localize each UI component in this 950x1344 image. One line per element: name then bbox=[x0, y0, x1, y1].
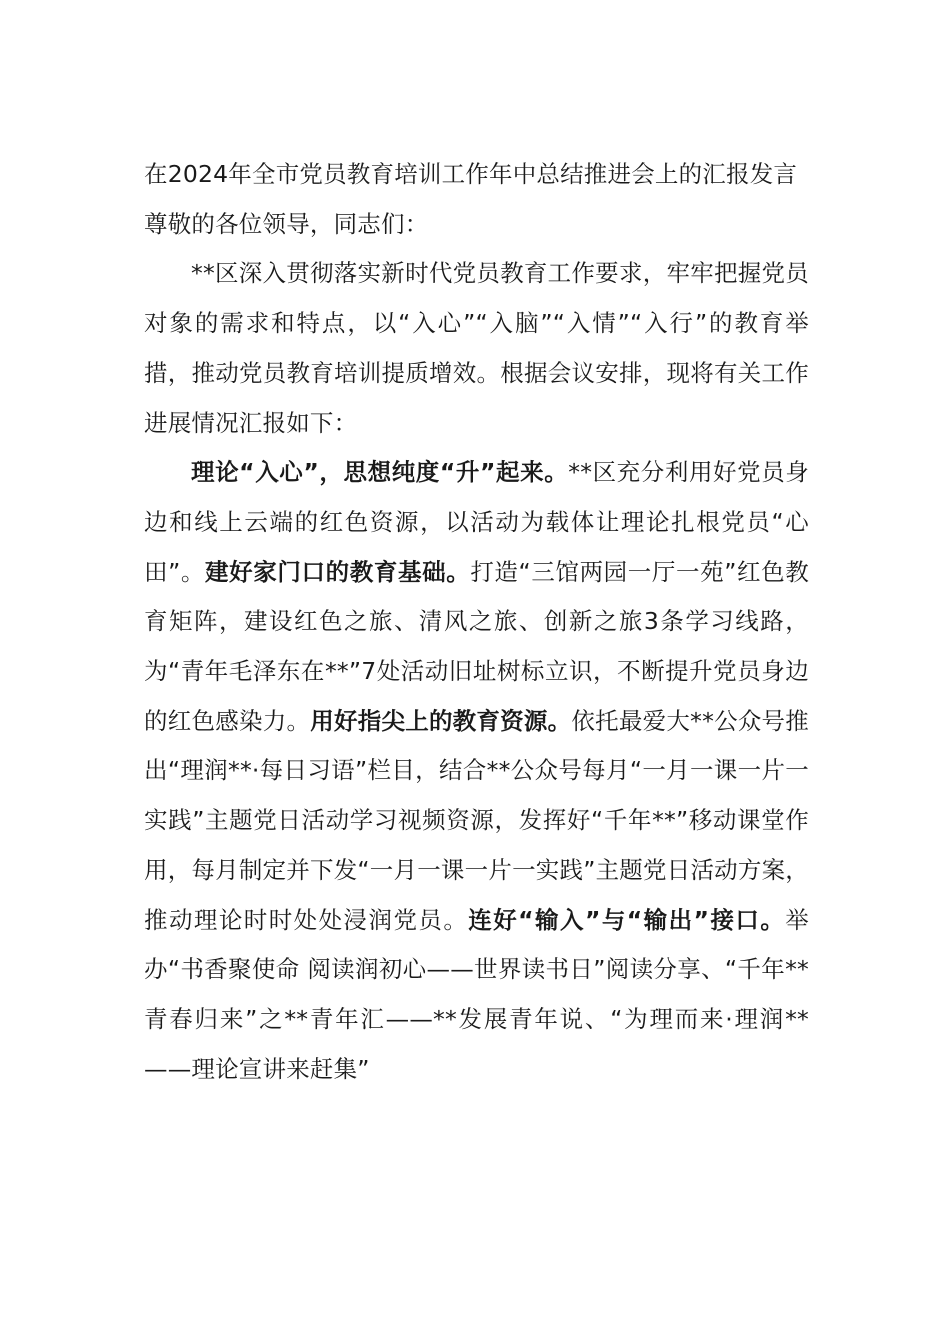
document-title: 在2024年全市党员教育培训工作年中总结推进会上的汇报发言 bbox=[144, 160, 798, 188]
subsection-heading-2: 用好指尖上的教育资源。 bbox=[310, 706, 572, 735]
intro-paragraph: **区深入贯彻落实新时代党员教育工作要求，牢牢把握党员对象的需求和特点，以“入心”“入脑”“入情”“入行”的教育举措，推动党员教育培训提质增效。根据会议安排，现将有关工作进展情况汇报如下： bbox=[144, 259, 809, 437]
subsection-heading-1: 建好家门口的教育基础。 bbox=[205, 557, 471, 586]
section-paragraph-1 bbox=[144, 448, 809, 1094]
section-heading: 理论“入心”，思想纯度“升”起来。 bbox=[191, 458, 569, 487]
salutation: 尊敬的各位领导，同志们： bbox=[144, 209, 429, 238]
document-body bbox=[144, 150, 809, 1094]
subsection-text-2: 依托最爱大**公众号推出“理润**·每日习语”栏目，结合**公众号每月“一月一课一片一实践”主题党日活动学习视频资源，发挥好“千年**”移动课堂作用，每月制定并下发“一月一课一片一实践”主题党日活动方案，推动理论时时处处浸润党员。 bbox=[144, 706, 810, 934]
subsection-heading-3: 连好“输入”与“输出”接口。 bbox=[468, 905, 786, 934]
subsection-text-3: 举办“书香聚使命 阅读润初心——世界读书日”阅读分享、“千年** 青春归来”之**青年汇——**发展青年说、“为理而来·理润**——理论宣讲来赶集” bbox=[144, 905, 809, 1083]
section-text: **区充分利用好党员身边和线上云端的红色资源，以活动为载体让理论扎根党员“心田”。 bbox=[144, 458, 809, 586]
subsection-text-1: 打造“三馆两园一厅一苑”红色教育矩阵，建设红色之旅、清风之旅、创新之旅3条学习线路，为“青年毛泽东在**”7处活动旧址树标立识，不断提升党员身边的红色感染力。 bbox=[144, 557, 809, 735]
